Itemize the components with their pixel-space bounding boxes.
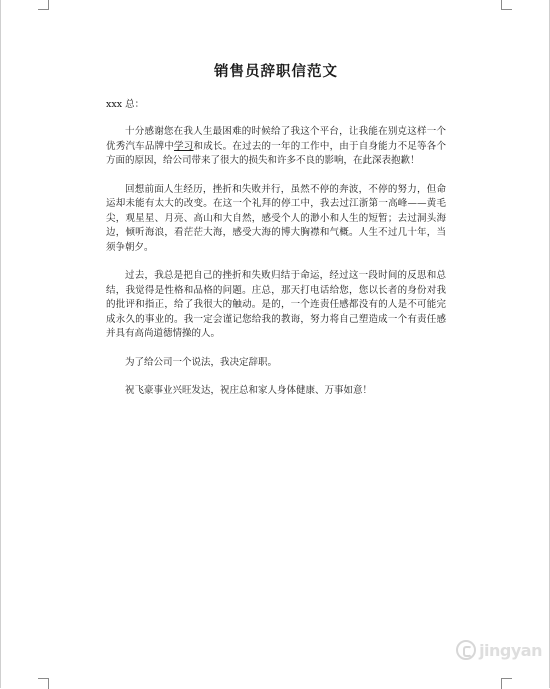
paragraph-5: 祝飞豪事业兴旺发达，祝庄总和家人身体健康、万事如意！ [125, 385, 373, 396]
document-title: 销售员辞职信范文 [214, 64, 338, 80]
crop-mark-bottom-right [501, 678, 512, 689]
paragraph-3: 过去，我总是把自己的挫折和失败归结于命运，经过这一段时间的反思和总结，我觉得是性格和品格的问题。庄总，那天打电话给您，您以长者的身份对我的批评和指正，给了我很大的触动。是的，一个连责任感都没有的人是不可能完成永久的事业的。我一定会谨记您给我的教诲，努力将自己塑造成一个有责任感并具有高尚道德情操的人。 [106, 270, 446, 339]
paragraph-1 [106, 125, 446, 169]
paragraph-2: 回想前面人生经历，挫折和失败并行，虽然不停的奔波，不停的努力，但命运却未能有太大的改变。在这一个礼拜的停工中，我去过江浙第一高峰——黄毛尖，观星星、月亮、高山和大自然，感受个人的渺小和人生的短暂；去过洞头海边，倾听海浪，看茫茫大海，感受大海的博大胸襟和气概。人生不过几十年，当须争朝夕。 [106, 183, 446, 253]
paragraph-1-text-b: 和成长。在过去的一年的工作中，由于自身能力不足等各个方面的原因，给公司带来了很大的损失和许多不良的影响，在此深表抱歉！ [106, 140, 446, 166]
crop-mark-top-left [38, 0, 49, 10]
salutation: xxx 总： [106, 99, 145, 110]
document-body [106, 60, 446, 413]
paragraph-4: 为了给公司一个说法，我决定辞职。 [125, 356, 278, 368]
paragraph-1-text-a: 十分感谢您在我人生最困难的时候给了我这个平台，让我能在别克这样一个优秀汽车品牌中 [106, 126, 446, 152]
crop-mark-top-right [501, 0, 512, 10]
watermark [456, 640, 542, 660]
baidu-jingyan-logo-icon [456, 640, 476, 660]
study-link[interactable]: 学习 [174, 140, 194, 152]
watermark-text: jingyan [479, 640, 542, 660]
crop-mark-bottom-left [38, 678, 49, 689]
